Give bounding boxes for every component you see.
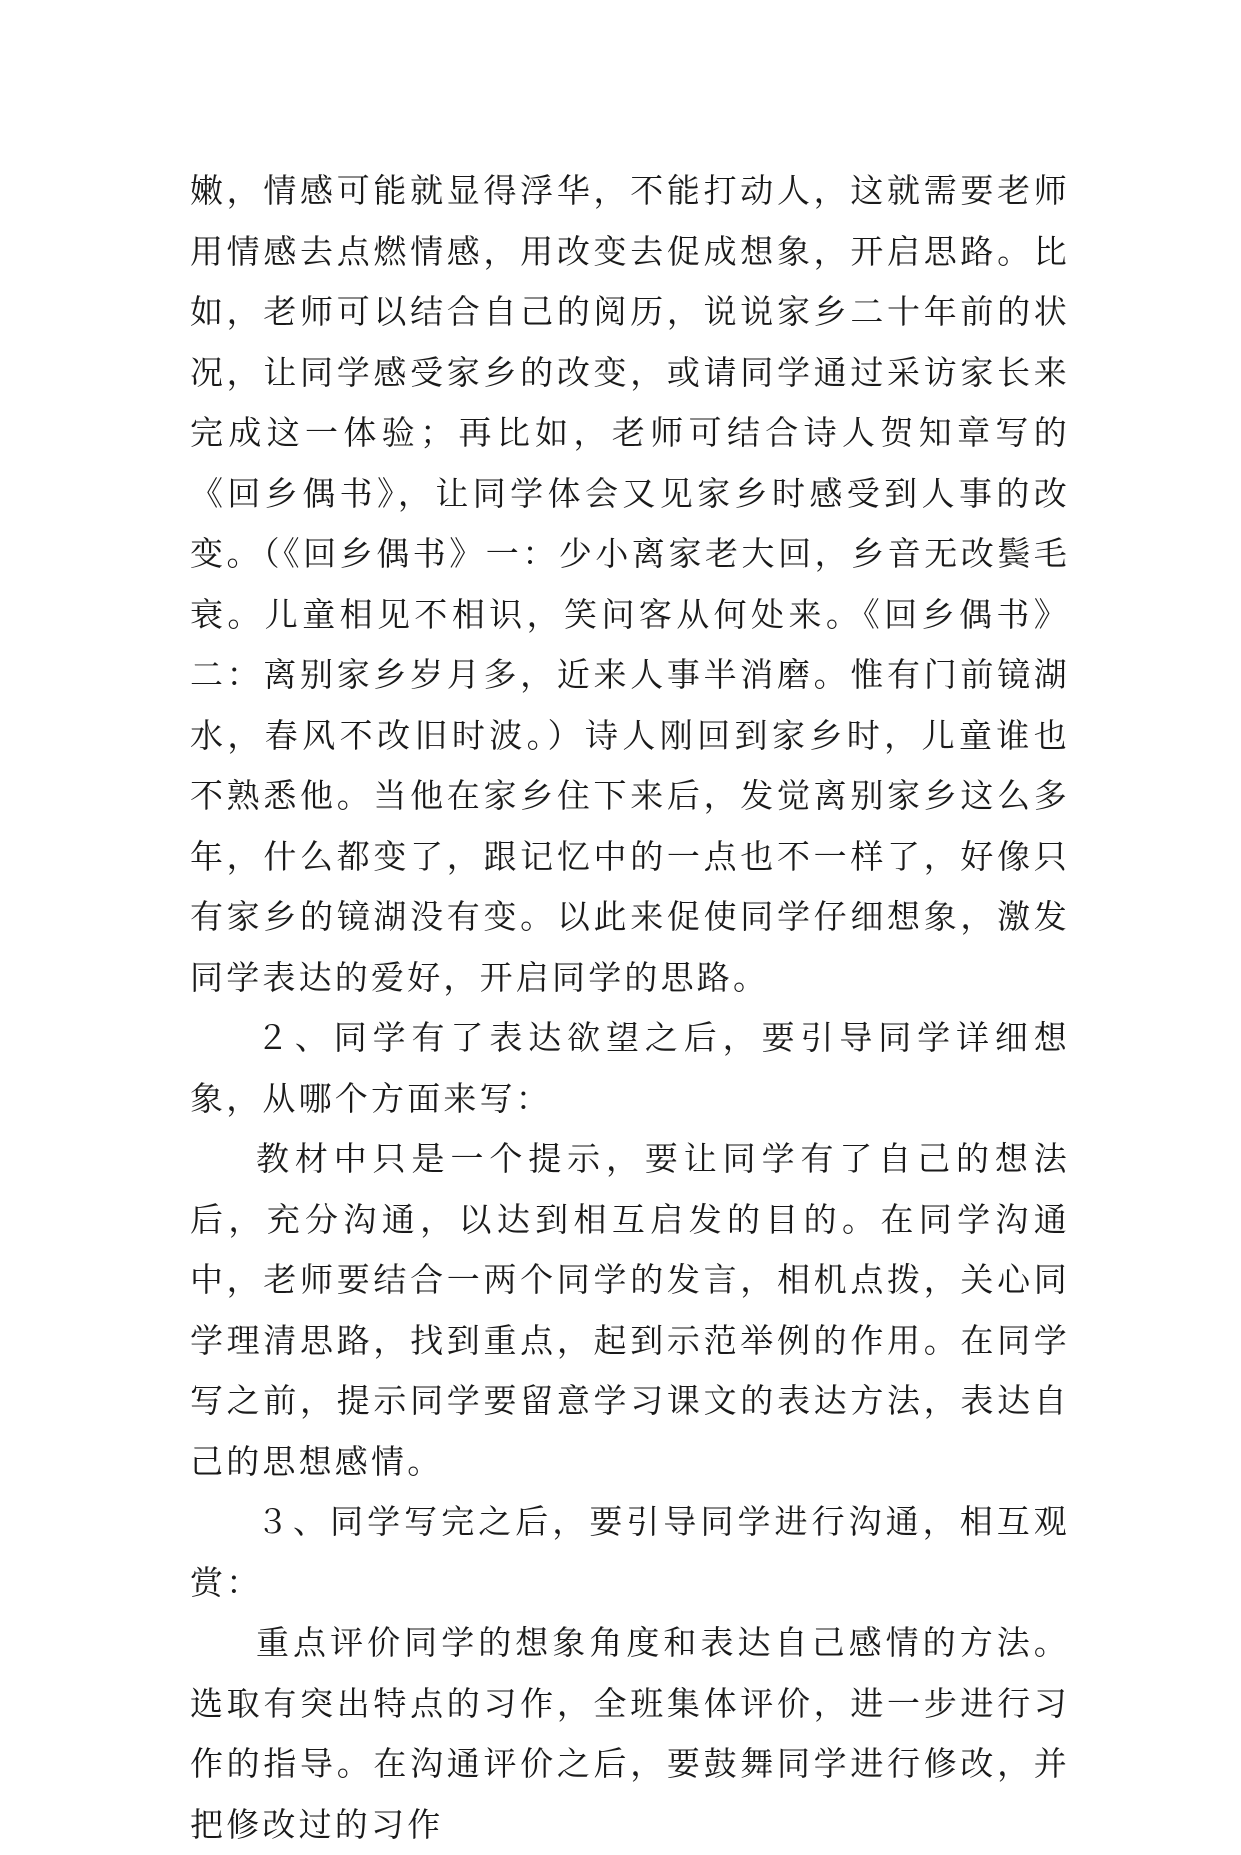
paragraph-step-3-heading: ３、同学写完之后，要引导同学进行沟通，相互观赏： [190,1502,1070,1602]
paragraph-step-2-heading: ２、同学有了表达欲望之后，要引导同学详细想象，从哪个方面来写： [190,1018,1070,1118]
paragraph-step-2-body: 教材中只是一个提示，要让同学有了自己的想法后，充分沟通，以达到相互启发的目的。在同学沟通中，老师要结合一两个同学的发言，相机点拨，关心同学理清思路，找到重点，起到示范举例的作用。在同学写之前，提示同学要留意学习课文的表达方法，表达自己的思想感情。 [190,1139,1070,1481]
paragraph-continued: 嫩，情感可能就显得浮华，不能打动人，这就需要老师用情感去点燃情感，用改变去促成想象，开启思路。比如，老师可以结合自己的阅历，说说家乡二十年前的状况，让同学感受家乡的改变，或请同学通过采访家长来完成这一体验；再比如，老师可结合诗人贺知章写的《回乡偶书》，让同学体会又见家乡时感受到人事的改变。（《回乡偶书》一：少小离家老大回，乡音无改鬓毛衰。儿童相见不相识，笑问客从何处来。《回乡偶书》二：离别家乡岁月多，近来人事半消磨。惟有门前镜湖水，春风不改旧时波。）诗人刚回到家乡时，儿童谁也不熟悉他。当他在家乡住下来后，发觉离别家乡这么多年，什么都变了，跟记忆中的一点也不一样了，好像只有家乡的镜湖没有变。以此来促使同学仔细想象，激发同学表达的爱好，开启同学的思路。 [190,171,1070,997]
paragraph-step-3-body: 重点评价同学的想象角度和表达自己感情的方法。选取有突出特点的习作，全班集体评价，进一步进行习作的指导。在沟通评价之后，要鼓舞同学进行修改，并把修改过的习作 [190,1623,1070,1844]
body-text [190,161,1070,1855]
